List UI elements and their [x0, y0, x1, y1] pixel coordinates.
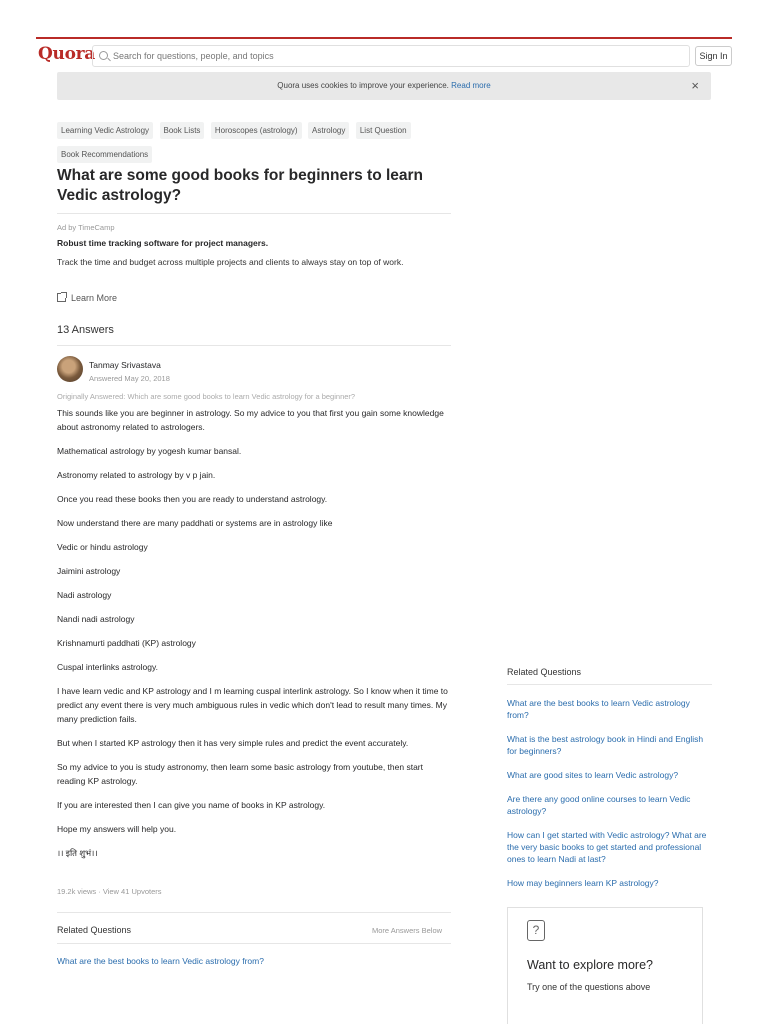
divider	[57, 345, 451, 346]
tag-astrology[interactable]: Astrology	[308, 122, 349, 139]
answer-paragraph: But when I started KP astrology then it has very simple rules and predict the event accurately.	[57, 738, 409, 748]
divider	[57, 213, 451, 214]
answer-paragraph: Hope my answers will help you.	[57, 824, 177, 834]
sidebar-related-link[interactable]: What is the best astrology book in Hindi and English for beginners?	[507, 734, 704, 756]
close-icon[interactable]: ×	[691, 78, 699, 93]
author-name[interactable]: Tanmay Srivastava	[89, 360, 161, 370]
question-icon: ?	[527, 920, 545, 941]
sidebar-related-link[interactable]: What are the best books to learn Vedic astrology from?	[507, 698, 690, 720]
answer-paragraph: Krishnamurti paddhati (KP) astrology	[57, 638, 196, 648]
read-more-link[interactable]: Read more	[451, 81, 491, 90]
tag-horoscopes[interactable]: Horoscopes (astrology)	[211, 122, 302, 139]
answer-paragraph: ।। इति शुभं।।	[57, 848, 98, 858]
tag-book-recommendations[interactable]: Book Recommendations	[57, 146, 152, 163]
answer-paragraph: If you are interested then I can give you name of books in KP astrology.	[57, 800, 326, 810]
ad-text: Track the time and budget across multiple projects and clients to always stay on top of work.	[57, 257, 404, 267]
divider	[507, 684, 712, 685]
explore-title: Want to explore more?	[527, 958, 653, 972]
avatar[interactable]	[57, 356, 83, 382]
cookie-message	[57, 81, 711, 90]
answer-paragraph: I have learn vedic and KP astrology and I m learning cuspal interlink astrology. So I know when it time to predict any event there is very much ambiguous rules in vedic which don't lead to result many times. My many prediction fails.	[57, 686, 448, 724]
answer-paragraph: Now understand there are many paddhati or systems are in astrology like	[57, 518, 333, 528]
tag-list-question[interactable]: List Question	[356, 122, 411, 139]
answer-paragraph: This sounds like you are beginner in astrology. So my advice to you that first you gain some knowledge about astronomy related to astrologers.	[57, 408, 444, 432]
answer-stats[interactable]: 19.2k views · View 41 Upvoters	[57, 887, 162, 896]
answer-paragraph: Nandi nadi astrology	[57, 614, 135, 624]
sign-in-button[interactable]: Sign In	[695, 46, 732, 66]
answer-date: Answered May 20, 2018	[89, 374, 170, 383]
related-question-link[interactable]: What are the best books to learn Vedic astrology from?	[57, 956, 264, 966]
search-box[interactable]	[92, 45, 690, 67]
cookie-banner	[57, 72, 711, 100]
explore-subtitle: Try one of the questions above	[527, 982, 651, 992]
sidebar-related-link[interactable]: Are there any good online courses to learn Vedic astrology?	[507, 794, 691, 816]
more-answers-below: More Answers Below	[372, 926, 443, 935]
cookie-text: Quora uses cookies to improve your experience.	[277, 81, 449, 90]
sidebar-related-link[interactable]: How can I get started with Vedic astrology? What are the very basic books to get started and professional ones to learn Nadi at last?	[507, 830, 707, 864]
answer-paragraph: Astronomy related to astrology by v p jain.	[57, 470, 216, 480]
answer-paragraph: Vedic or hindu astrology	[57, 542, 148, 552]
top-accent-line	[36, 37, 732, 39]
ad-title[interactable]: Robust time tracking software for project managers.	[57, 238, 269, 248]
answer-body	[57, 406, 451, 870]
sidebar-related-list	[507, 697, 712, 901]
learn-more-link[interactable]	[57, 293, 117, 303]
sidebar-related-link[interactable]: How may beginners learn KP astrology?	[507, 878, 659, 888]
answer-paragraph: Once you read these books then you are ready to understand astrology.	[57, 494, 328, 504]
sidebar-related-link[interactable]: What are good sites to learn Vedic astrology?	[507, 770, 679, 780]
answer-paragraph: Jaimini astrology	[57, 566, 121, 576]
answer-paragraph: Mathematical astrology by yogesh kumar bansal.	[57, 446, 242, 456]
quora-logo[interactable]: Quora	[38, 44, 95, 64]
learn-more-label: Learn More	[71, 293, 118, 303]
external-link-icon	[57, 293, 66, 302]
answer-paragraph: So my advice to you is study astronomy, then learn some basic astrology from youtube, then start reading KP astrology.	[57, 762, 423, 786]
answer-paragraph: Cuspal interlinks astrology.	[57, 662, 158, 672]
header	[36, 44, 732, 70]
related-questions-heading: Related Questions	[57, 925, 132, 935]
originally-answered[interactable]: Originally Answered: Which are some good books to learn Vedic astrology for a beginner?	[57, 392, 356, 401]
search-input[interactable]	[113, 48, 673, 64]
answer-paragraph: Nadi astrology	[57, 590, 112, 600]
explore-more-card	[507, 907, 703, 1024]
sidebar-related-heading: Related Questions	[507, 667, 582, 677]
search-icon	[99, 51, 108, 60]
answers-count: 13 Answers	[57, 324, 114, 336]
tag-learning-vedic-astrology[interactable]: Learning Vedic Astrology	[57, 122, 153, 139]
topic-tags	[57, 120, 451, 168]
divider	[57, 943, 451, 944]
question-title: What are some good books for beginners to learn Vedic astrology?	[57, 167, 424, 204]
divider	[57, 912, 451, 913]
tag-book-lists[interactable]: Book Lists	[160, 122, 205, 139]
ad-sponsor: Ad by TimeCamp	[57, 223, 115, 232]
